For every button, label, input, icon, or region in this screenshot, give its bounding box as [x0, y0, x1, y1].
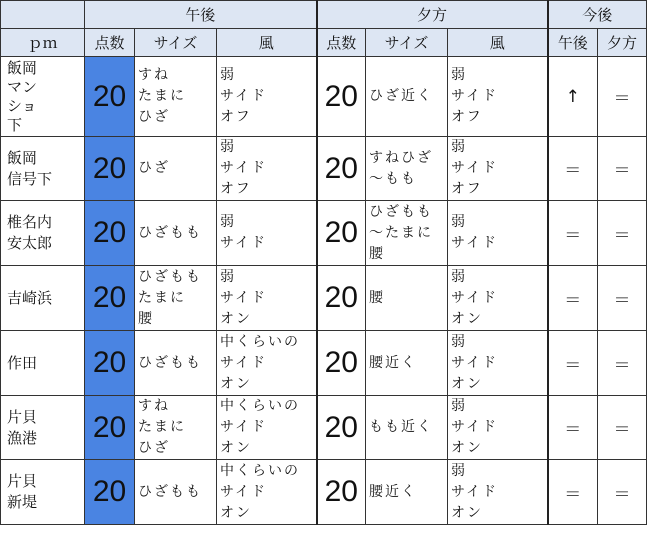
- trend-pm: ＝: [548, 201, 598, 266]
- eve-wind: 弱 サイド オフ: [448, 137, 548, 201]
- pm-size: ひざもも: [135, 331, 217, 396]
- subheader-eve-points: 点数: [317, 29, 366, 57]
- trend-eve: ＝: [598, 266, 647, 331]
- trend-eve: ＝: [598, 396, 647, 460]
- spot-name: 椎名内 安太郎: [1, 201, 85, 266]
- pm-wind: 中くらいの サイド オン: [217, 396, 317, 460]
- table-row: [1, 266, 647, 331]
- eve-points: 20: [317, 396, 366, 460]
- pm-wind: 弱 サイド オン: [217, 266, 317, 331]
- trend-eve: ＝: [598, 57, 647, 137]
- eve-points: 20: [317, 460, 366, 525]
- trend-eve: ＝: [598, 460, 647, 525]
- pm-size: ひざもも: [135, 460, 217, 525]
- pm-points: 20: [85, 266, 135, 331]
- spot-name: 片貝 漁港: [1, 396, 85, 460]
- pm-points: 20: [85, 201, 135, 266]
- subheader-trend-eve: 夕方: [598, 29, 647, 57]
- spot-name: 片貝 新堤: [1, 460, 85, 525]
- subheader-trend-pm: 午後: [548, 29, 598, 57]
- eve-size: ひざ近く: [366, 57, 448, 137]
- trend-eve: ＝: [598, 137, 647, 201]
- spot-name: 作田: [1, 331, 85, 396]
- eve-points: 20: [317, 201, 366, 266]
- trend-eve: ＝: [598, 201, 647, 266]
- subheader-eve-wind: 風: [448, 29, 548, 57]
- eve-size: 腰: [366, 266, 448, 331]
- eve-wind: 弱 サイド オン: [448, 396, 548, 460]
- pm-points: 20: [85, 396, 135, 460]
- trend-pm: ＝: [548, 331, 598, 396]
- eve-wind: 弱 サイド オン: [448, 460, 548, 525]
- trend-pm: ＝: [548, 396, 598, 460]
- subheader-row: [1, 29, 647, 57]
- eve-points: 20: [317, 331, 366, 396]
- trend-eve: ＝: [598, 331, 647, 396]
- table-row: [1, 396, 647, 460]
- trend-pm: ↑: [548, 57, 598, 137]
- eve-wind: 弱 サイド オン: [448, 331, 548, 396]
- eve-points: 20: [317, 137, 366, 201]
- spot-name: 飯岡 マン ショ 下: [1, 57, 85, 137]
- eve-wind: 弱 サイド オン: [448, 266, 548, 331]
- header-corner: [1, 1, 85, 29]
- trend-pm: ＝: [548, 137, 598, 201]
- subheader-pm-wind: 風: [217, 29, 317, 57]
- spot-name: 吉崎浜: [1, 266, 85, 331]
- eve-size: ひざもも 〜たまに 腰: [366, 201, 448, 266]
- table-row: [1, 137, 647, 201]
- pm-wind: 中くらいの サイド オン: [217, 331, 317, 396]
- eve-wind: 弱 サイド オフ: [448, 57, 548, 137]
- pm-size: ひざ: [135, 137, 217, 201]
- subheader-pm-points: 点数: [85, 29, 135, 57]
- pm-size: すね たまに ひざ: [135, 396, 217, 460]
- pm-wind: 弱 サイド オフ: [217, 137, 317, 201]
- trend-pm: ＝: [548, 266, 598, 331]
- pm-points: 20: [85, 57, 135, 137]
- header-evening: 夕方: [317, 1, 548, 29]
- eve-size: 腰近く: [366, 331, 448, 396]
- pm-size: ひざもも: [135, 201, 217, 266]
- eve-size: すねひざ 〜もも: [366, 137, 448, 201]
- table-row: [1, 201, 647, 266]
- subheader-eve-size: サイズ: [366, 29, 448, 57]
- table-row: [1, 331, 647, 396]
- eve-points: 20: [317, 266, 366, 331]
- subheader-spot: ｐｍ: [1, 29, 85, 57]
- spot-name: 飯岡 信号下: [1, 137, 85, 201]
- header-outlook: 今後: [548, 1, 647, 29]
- eve-points: 20: [317, 57, 366, 137]
- pm-wind: 弱 サイド: [217, 201, 317, 266]
- trend-pm: ＝: [548, 460, 598, 525]
- pm-wind: 中くらいの サイド オン: [217, 460, 317, 525]
- pm-points: 20: [85, 331, 135, 396]
- subheader-pm-size: サイズ: [135, 29, 217, 57]
- pm-points: 20: [85, 137, 135, 201]
- table-row: [1, 57, 647, 137]
- table-row: [1, 460, 647, 525]
- pm-size: ひざもも たまに 腰: [135, 266, 217, 331]
- header-row: [1, 1, 647, 29]
- pm-size: すね たまに ひざ: [135, 57, 217, 137]
- pm-points: 20: [85, 460, 135, 525]
- eve-size: 腰近く: [366, 460, 448, 525]
- pm-wind: 弱 サイド オフ: [217, 57, 317, 137]
- eve-size: もも近く: [366, 396, 448, 460]
- header-afternoon: 午後: [85, 1, 317, 29]
- eve-wind: 弱 サイド: [448, 201, 548, 266]
